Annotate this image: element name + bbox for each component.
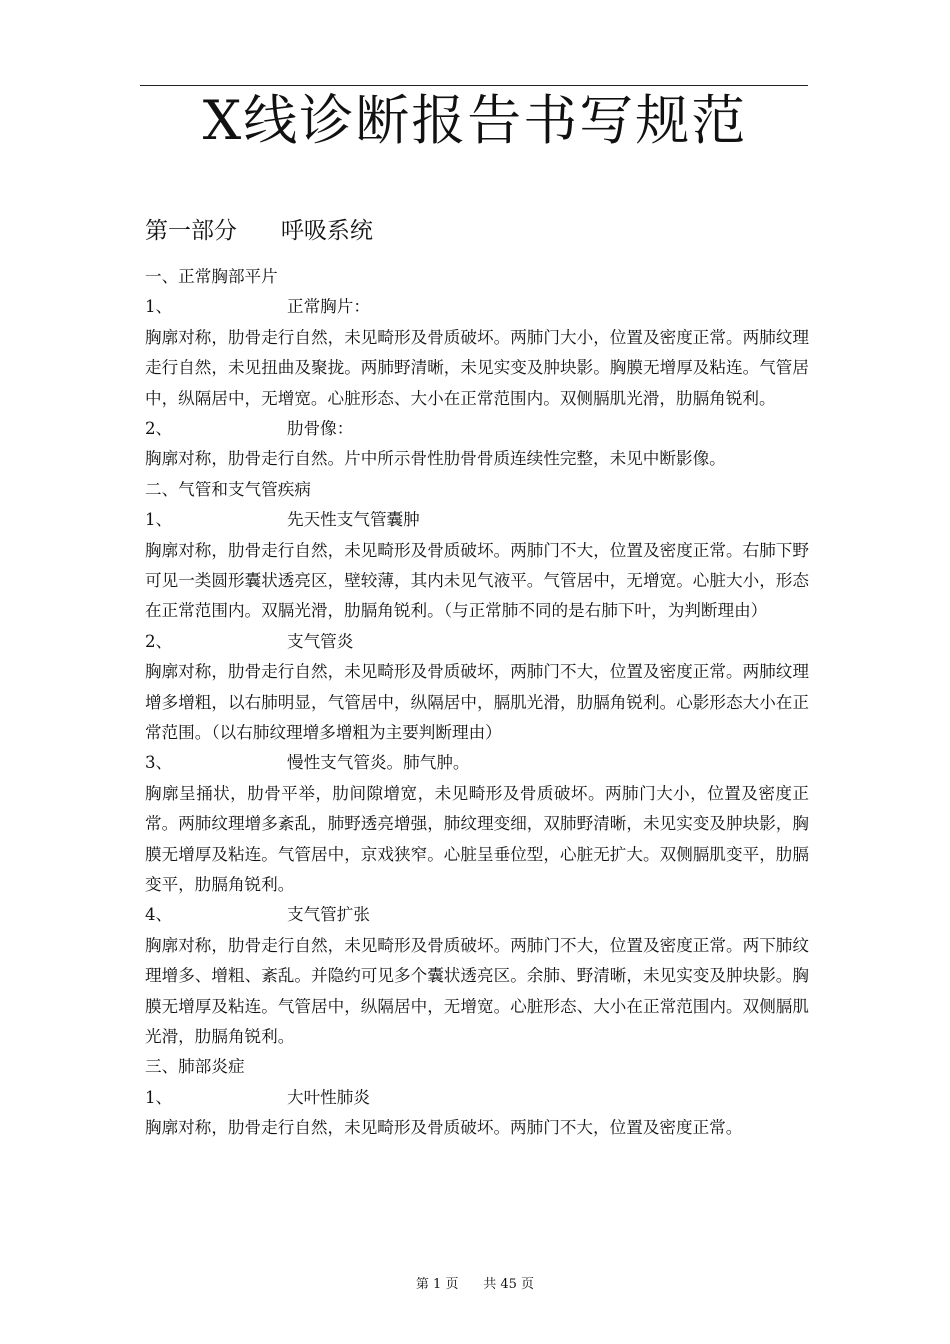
item-number: 1、 (145, 1087, 173, 1107)
document-body (145, 262, 809, 1144)
subsection-heading (145, 748, 809, 778)
item-number: 1、 (145, 510, 173, 530)
part-heading: 第一部分 呼吸系统 (145, 218, 373, 244)
item-label: 肋骨像： (287, 419, 354, 438)
item-number: 1、 (145, 297, 173, 317)
paragraph: 胸廓对称，肋骨走行自然，未见畸形及骨质破坏。两肺门大小，位置及密度正常。两肺纹理走行自然，未见扭曲及聚拢。两肺野清晰，未见实变及肿块影。胸膜无增厚及粘连。气管居中，纵隔居中，无增宽。心脏形态、大小在正常范围内。双侧膈肌光滑，肋膈角锐利。 (145, 327, 809, 408)
item-number: 2、 (145, 419, 173, 438)
paragraph: 胸廓对称，肋骨走行自然，未见畸形及骨质破坏。两肺门不大，位置及密度正常。 (145, 1118, 743, 1138)
section-heading: 一、正常胸部平片 (145, 267, 278, 286)
subsection-heading (145, 900, 809, 930)
item-label: 正常胸片： (287, 297, 370, 317)
item-number: 2、 (145, 631, 173, 651)
item-number: 4、 (145, 905, 173, 925)
item-label: 先天性支气管囊肿 (287, 510, 420, 530)
header-rule (140, 85, 808, 86)
section-heading: 三、肺部炎症 (145, 1057, 245, 1077)
document-title: X线诊断报告书写规范 (202, 89, 748, 152)
item-label: 慢性支气管炎。肺气肿。 (287, 753, 470, 773)
item-label: 支气管扩张 (287, 905, 370, 925)
subsection-heading (145, 627, 809, 657)
item-label: 大叶性肺炎 (287, 1087, 370, 1107)
subsection-heading (145, 292, 809, 322)
item-label: 支气管炎 (287, 631, 354, 651)
paragraph: 胸廓对称，肋骨走行自然。片中所示骨性肋骨骨质连续性完整，未见中断影像。 (145, 449, 726, 469)
paragraph: 胸廓呈捅状，肋骨平举，肋间隙增宽，未见畸形及骨质破坏。两肺门大小，位置及密度正常。两肺纹理增多紊乱，肺野透亮增强，肺纹理变细，双肺野清晰，未见实变及肿块影，胸膜无增厚及粘连。气管居中，京戏狭窄。心脏呈垂位型，心脏无扩大。双侧膈肌变平，肋膈变平，肋膈角锐利。 (145, 783, 809, 895)
page-footer: 第 1 页 共 45 页 (415, 1277, 535, 1292)
paragraph: 胸廓对称，肋骨走行自然，未见畸形及骨质破坏。两肺门不大，位置及密度正常。两下肺纹理增多、增粗、紊乱。并隐约可见多个囊状透亮区。余肺、野清晰，未见实变及肿块影。胸膜无增厚及粘连。气管居中，纵隔居中，无增宽。心脏形态、大小在正常范围内。双侧膈肌光滑，肋膈角锐利。 (145, 935, 809, 1047)
subsection-heading (145, 414, 809, 444)
paragraph: 胸廓对称，肋骨走行自然，未见畸形及骨质破坏。两肺门不大，位置及密度正常。右肺下野可见一类圆形囊状透亮区，壁较薄，其内未见气液平。气管居中，无增宽。心脏大小，形态在正常范围内。双膈光滑，肋膈角锐利。（与正常肺不同的是右肺下叶，为判断理由） (145, 540, 809, 621)
subsection-heading (145, 505, 809, 535)
paragraph: 胸廓对称，肋骨走行自然，未见畸形及骨质破坏，两肺门不大，位置及密度正常。两肺纹理增多增粗，以右肺明显，气管居中，纵隔居中，膈肌光滑，肋膈角锐利。心影形态大小在正常范围。（以右肺纹理增多增粗为主要判断理由） (145, 662, 809, 742)
subsection-heading (145, 1083, 809, 1113)
item-number: 3、 (145, 753, 173, 773)
section-heading: 二、气管和支气管疾病 (145, 479, 311, 499)
